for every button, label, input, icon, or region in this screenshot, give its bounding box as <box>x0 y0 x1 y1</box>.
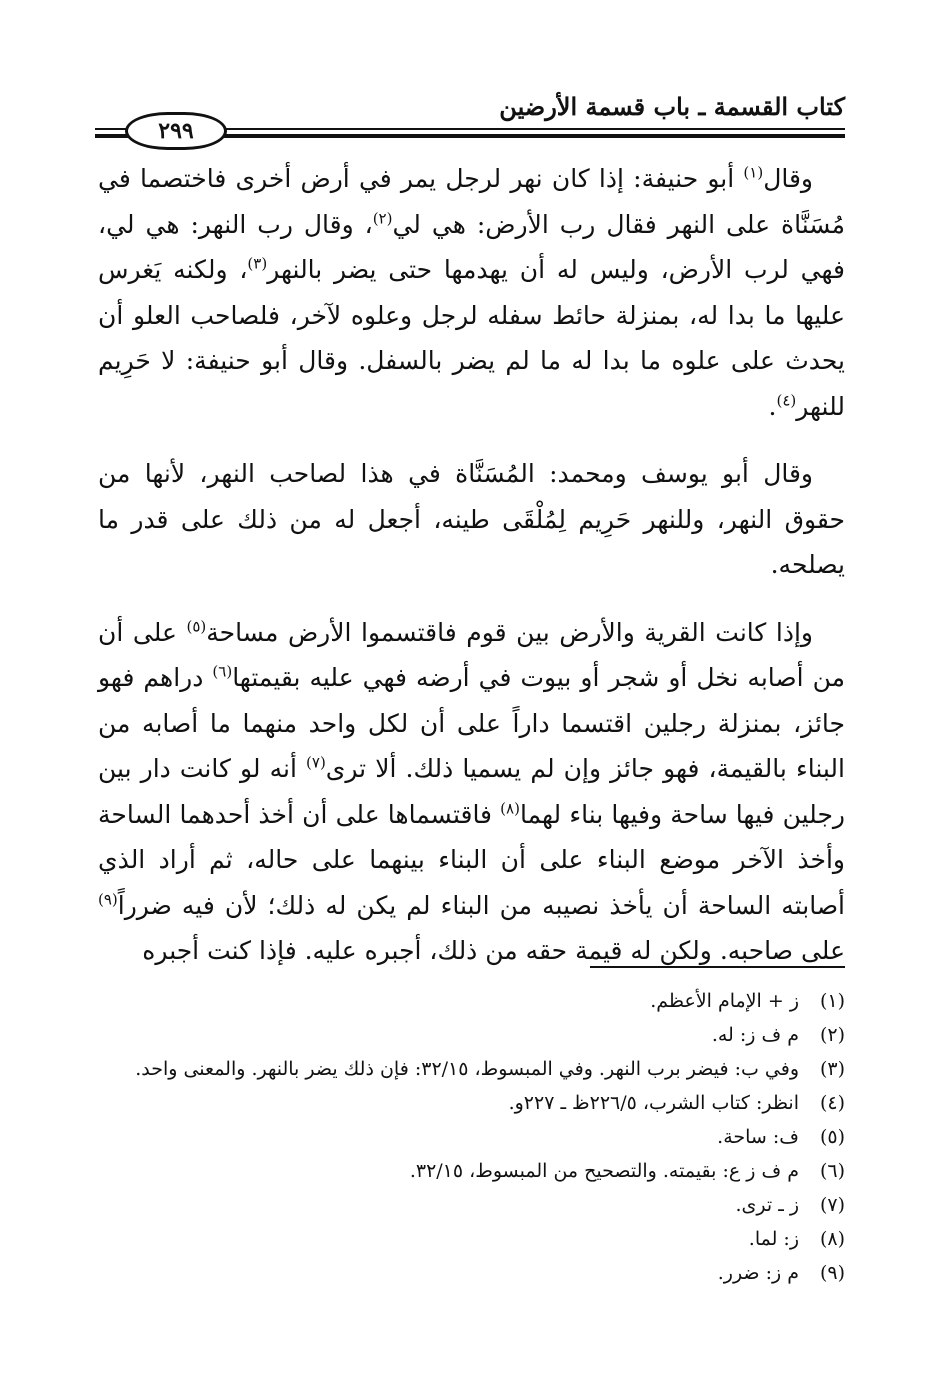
footnote-ref[interactable]: (٣) <box>247 254 268 273</box>
footnote-item <box>98 1052 845 1086</box>
footnote-ref[interactable]: (٧) <box>306 753 326 772</box>
footnote-item <box>98 1018 845 1052</box>
footnote-text: م ز: ضرر. <box>717 1262 799 1284</box>
footnote-number: (٥) <box>819 1126 845 1148</box>
footnote-ref[interactable]: (٩) <box>98 890 118 909</box>
paragraph-2 <box>98 451 845 588</box>
footnote-ref[interactable]: (٥) <box>186 617 207 636</box>
footnote-number: (٣) <box>819 1058 845 1080</box>
footnote-text: ز: لما. <box>748 1228 799 1250</box>
text-run: على أن من أصابه نخل أو شجر أو بيوت في أرضه فهي عليه بقيمتها <box>98 617 846 692</box>
text-run: على صاحبه. ولكن له قيمة حقه من ذلك، أجبره عليه. فإذا كنت أجبره <box>142 936 845 965</box>
text-run: وإذا كانت القرية والأرض بين قوم فاقتسموا الأرض مساحة <box>206 617 813 647</box>
footnote-item <box>98 1120 845 1154</box>
footnote-text: ف: ساحة. <box>717 1126 799 1148</box>
footnote-number: (٤) <box>819 1092 845 1114</box>
text-run: دراهم فهو جائز، بمنزلة رجلين اقتسما داراً على أن لكل واحد منهما ما أصابه من البناء بالقيمة، فهو جائز وإن لم يسميا ذلك. ألا ترى <box>98 663 845 783</box>
footnote-ref[interactable]: (٨) <box>500 799 520 818</box>
main-text <box>98 156 845 974</box>
text-run: أبو حنيفة: إذا كان نهر لرجل يمر في أرض أخرى فاختصما في مُسَنَّاة على النهر فقال رب الأرض: هي لي <box>98 164 845 239</box>
text-run: وقال أبو يوسف ومحمد: المُسَنَّاة في هذا لصاحب النهر، لأنها من حقوق النهر، وللنهر حَرِيم لِمُلْقَى طينه، أجعل له من ذلك على قدر ما يصلحه. <box>98 459 845 579</box>
page-number: ٢٩٩ <box>125 112 227 150</box>
text-run: وقال <box>763 164 813 193</box>
footnote-text: انظر: كتاب الشرب، ٢٢٦/٥ظ ـ ٢٢٧و. <box>508 1092 799 1114</box>
footnote-item <box>98 1086 845 1120</box>
footnote-number: (٦) <box>819 1160 845 1182</box>
footnote-ref[interactable]: (٦) <box>212 662 233 681</box>
paragraph-3 <box>98 610 845 974</box>
footnote-text: ز ـ ترى. <box>735 1194 799 1216</box>
footnote-text: م ف ز ع: بقيمته. والتصحيح من المبسوط، ٣٢/١٥. <box>409 1160 799 1182</box>
footnote-item <box>98 1256 845 1290</box>
footnotes <box>98 984 845 1290</box>
footnote-ref[interactable]: (٤) <box>776 391 797 410</box>
text-run: ، وقال رب النهر: هي لي، فهي لرب الأرض، وليس له أن يهدمها حتى يضر بالنهر <box>98 209 845 284</box>
text-run: أنه لو كانت دار بين رجلين فيها ساحة وفيها بناء لهما <box>98 754 845 829</box>
text-run: . <box>768 391 777 421</box>
footnote-text: م ف ز: له. <box>711 1024 799 1046</box>
footnote-number: (٧) <box>819 1194 845 1216</box>
footnote-item <box>98 1154 845 1188</box>
footnote-separator <box>590 966 845 968</box>
footnote-number: (٨) <box>819 1228 845 1250</box>
footnote-item <box>98 1222 845 1256</box>
running-title: كتاب القسمة ـ باب قسمة الأرضين <box>499 92 845 121</box>
footnote-item <box>98 984 845 1018</box>
footnote-text: وفي ب: فيضر برب النهر. وفي المبسوط، ٣٢/١٥: فإن ذلك يضر بالنهر. والمعنى واحد. <box>135 1058 799 1080</box>
text-run: فاقتسماها على أن أخذ أحدهما الساحة وأخذ الآخر موضع البناء على أن البناء بينهما على حاله، ثم أراد الذي أصابته الساحة أن يأخذ نصيبه من البناء لم يكن له ذلك؛ لأن فيه ضرراً <box>98 799 845 920</box>
footnote-number: (٩) <box>819 1262 845 1284</box>
footnote-text: ز + الإمام الأعظم. <box>650 990 799 1012</box>
footnote-ref[interactable]: (١) <box>743 163 764 182</box>
page-header <box>95 92 845 142</box>
footnote-item <box>98 1188 845 1222</box>
footnote-number: (٢) <box>819 1024 845 1046</box>
text-run: ، ولكنه يَغرس عليها ما بدا له، بمنزلة حائط سفله لرجل وعلوه لآخر، فلصاحب العلو أن يحدث على علوه ما بدا له ما لم يضر بالسفل. وقال أبو حنيفة: لا حَرِيم للنهر <box>98 255 845 421</box>
paragraph-1 <box>98 156 845 429</box>
footnote-ref[interactable]: (٢) <box>372 209 393 228</box>
footnote-number: (١) <box>819 990 845 1012</box>
